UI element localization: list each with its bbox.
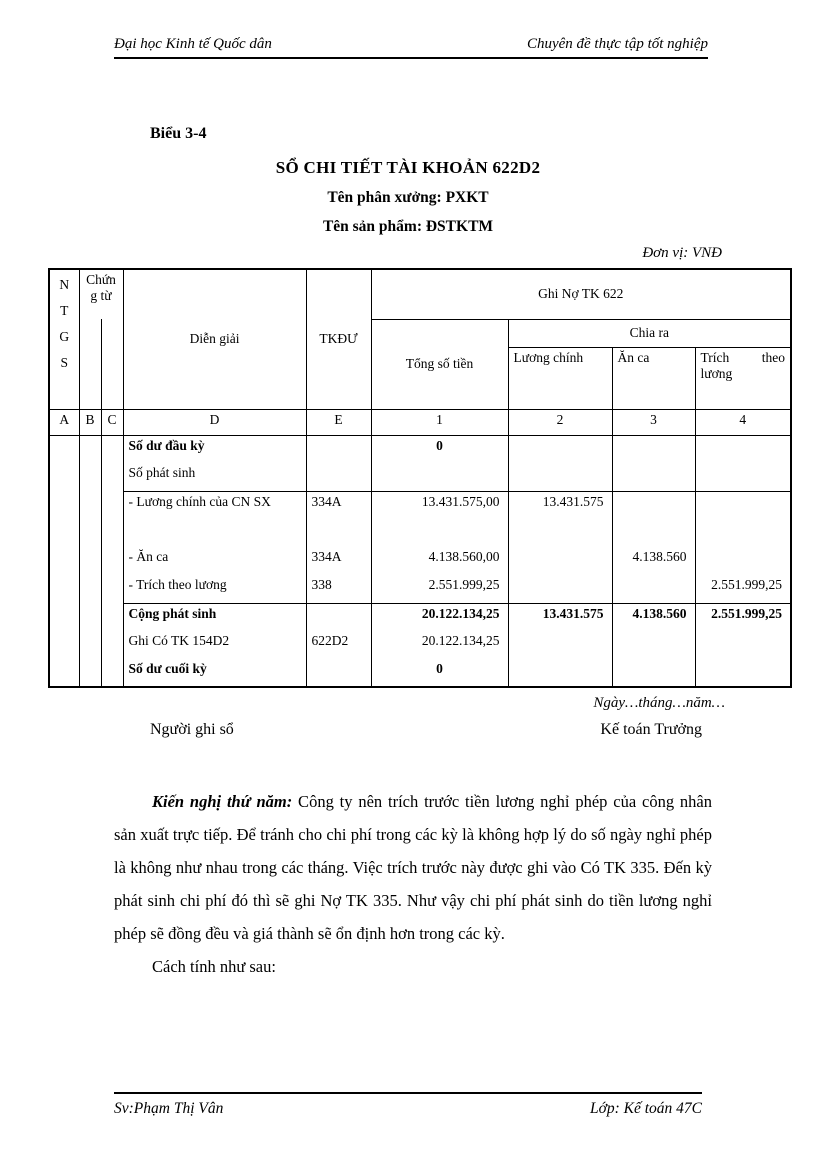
closing-line: Cách tính như sau: [152, 957, 276, 976]
tkdu-cell: 622D2 [306, 631, 371, 659]
amount-cell [508, 631, 612, 659]
amount-cell: 4.138.560,00 [371, 547, 508, 575]
ntgs-letter: G [59, 329, 70, 344]
workshop-line: Tên phân xưởng: PXKT [327, 189, 489, 206]
ntgs-letter: T [60, 303, 69, 318]
tkdu-cell: 334A [306, 491, 371, 547]
ntgs-body-cell [49, 435, 79, 687]
amount-cell: 20.122.134,25 [371, 603, 508, 631]
ntgs-letter: S [60, 355, 68, 370]
amount-cell [508, 463, 612, 491]
paragraph-lead: Kiến nghị thứ năm: [152, 792, 293, 811]
date-line: Ngày…tháng…năm… [593, 695, 725, 711]
column-letter: A [49, 409, 79, 435]
chungtu-c-body-cell [101, 435, 123, 687]
column-letter: D [123, 409, 306, 435]
col-ntgs-header [49, 269, 79, 409]
column-letter: 1 [371, 409, 508, 435]
amount-cell: 13.431.575 [508, 491, 612, 547]
tong-so-tien-header: Tổng số tiền [371, 319, 508, 409]
amount-cell [612, 435, 695, 463]
col-chungtu-header: Chứng từ [79, 269, 123, 319]
tkdu-cell [306, 463, 371, 491]
tkdu-cell [306, 659, 371, 687]
amount-cell: 4.138.560 [612, 603, 695, 631]
figure-label: Biểu 3-4 [150, 125, 207, 142]
amount-cell: 2.551.999,25 [371, 575, 508, 603]
column-letter: 2 [508, 409, 612, 435]
report-type-title: Chuyên đề thực tập tốt nghiệp [526, 36, 708, 52]
row-label-cell: Số dư đầu kỳ [123, 435, 306, 463]
product-line: Tên sản phẩm: ĐSTKTM [322, 218, 494, 235]
row-label-cell: - Lương chính của CN SX [123, 491, 306, 547]
student-name: Sv:Phạm Thị Vân [114, 1100, 224, 1117]
column-letter: C [101, 409, 123, 435]
tkdu-cell: 338 [306, 575, 371, 603]
doc-title: SỔ CHI TIẾT TÀI KHOẢN 622D2 [275, 158, 541, 177]
tkdu-cell: 334A [306, 547, 371, 575]
amount-cell [695, 435, 791, 463]
amount-cell: 2.551.999,25 [695, 575, 791, 603]
ghi-no-header: Ghi Nợ TK 622 [371, 269, 791, 319]
column-letter: B [79, 409, 101, 435]
column-letter: E [306, 409, 371, 435]
row-label-cell: Ghi Có TK 154D2 [123, 631, 306, 659]
running-head [114, 36, 708, 59]
col-diengiai-header: Diễn giải [123, 269, 306, 409]
recommendation-paragraph [114, 785, 712, 950]
amount-cell [612, 631, 695, 659]
amount-cell [508, 435, 612, 463]
col-tkdu-header: TKĐƯ [306, 269, 371, 409]
amount-cell [695, 659, 791, 687]
amount-cell: 0 [371, 435, 508, 463]
amount-cell [612, 491, 695, 547]
trich-theo-luong-header: Trích theo lương [695, 347, 791, 409]
chia-ra-header: Chia ra [508, 319, 791, 347]
amount-cell: 20.122.134,25 [371, 631, 508, 659]
amount-cell [695, 631, 791, 659]
chungtu-b-body-cell [79, 435, 101, 687]
chief-accountant-title: Kế toán Trưởng [600, 721, 702, 738]
row-label-cell: Cộng phát sinh [123, 603, 306, 631]
column-letter: 3 [612, 409, 695, 435]
amount-cell: 0 [371, 659, 508, 687]
chungtu-sub-c [101, 319, 123, 409]
an-ca-header: Ăn ca [612, 347, 695, 409]
recorder-title: Người ghi sổ [150, 721, 234, 738]
account-detail-table [48, 268, 792, 688]
university-name: Đại học Kinh tế Quốc dân [114, 36, 272, 52]
amount-cell: 2.551.999,25 [695, 603, 791, 631]
amount-cell [508, 659, 612, 687]
document-page [0, 36, 816, 1159]
amount-cell [695, 491, 791, 547]
recommendation-section [114, 785, 712, 983]
paragraph-body: Công ty nên trích trước tiền lương nghỉ phép của công nhân sản xuất trực tiếp. Để tránh cho chi phí trong các kỳ là không hợp lý do số ngày nghỉ phép là không như nhau trong các tháng. Việc trích trước này được ghi vào Có TK 335. Đến kỳ phát sinh chi phí đó thì sẽ ghi Nợ TK 335. Như vậy chi phí phát sinh do tiền lương nghỉ phép sẽ đồng đều và giá thành sẽ ổn định hơn trong các kỳ. [114, 792, 712, 943]
amount-cell [371, 463, 508, 491]
amount-cell [612, 463, 695, 491]
unit-line: Đơn vị: VNĐ [642, 245, 722, 261]
amount-cell: 13.431.575,00 [371, 491, 508, 547]
column-letter: 4 [695, 409, 791, 435]
amount-cell [612, 659, 695, 687]
row-label-cell: - Ăn ca [123, 547, 306, 575]
signature-row [150, 721, 702, 739]
row-label-cell: Số phát sinh [123, 463, 306, 491]
amount-cell [508, 547, 612, 575]
tkdu-cell [306, 435, 371, 463]
class-name: Lớp: Kế toán 47C [589, 1100, 702, 1117]
amount-cell [695, 547, 791, 575]
chungtu-sub-b [79, 319, 101, 409]
amount-cell [612, 575, 695, 603]
row-label-cell: Số dư cuối kỳ [123, 659, 306, 687]
page-footer [114, 1092, 702, 1118]
luong-chinh-header: Lương chính [508, 347, 612, 409]
ntgs-letter: N [59, 277, 70, 292]
amount-cell: 4.138.560 [612, 547, 695, 575]
row-label-cell: - Trích theo lương [123, 575, 306, 603]
amount-cell: 13.431.575 [508, 603, 612, 631]
amount-cell [508, 575, 612, 603]
amount-cell [695, 463, 791, 491]
tkdu-cell [306, 603, 371, 631]
